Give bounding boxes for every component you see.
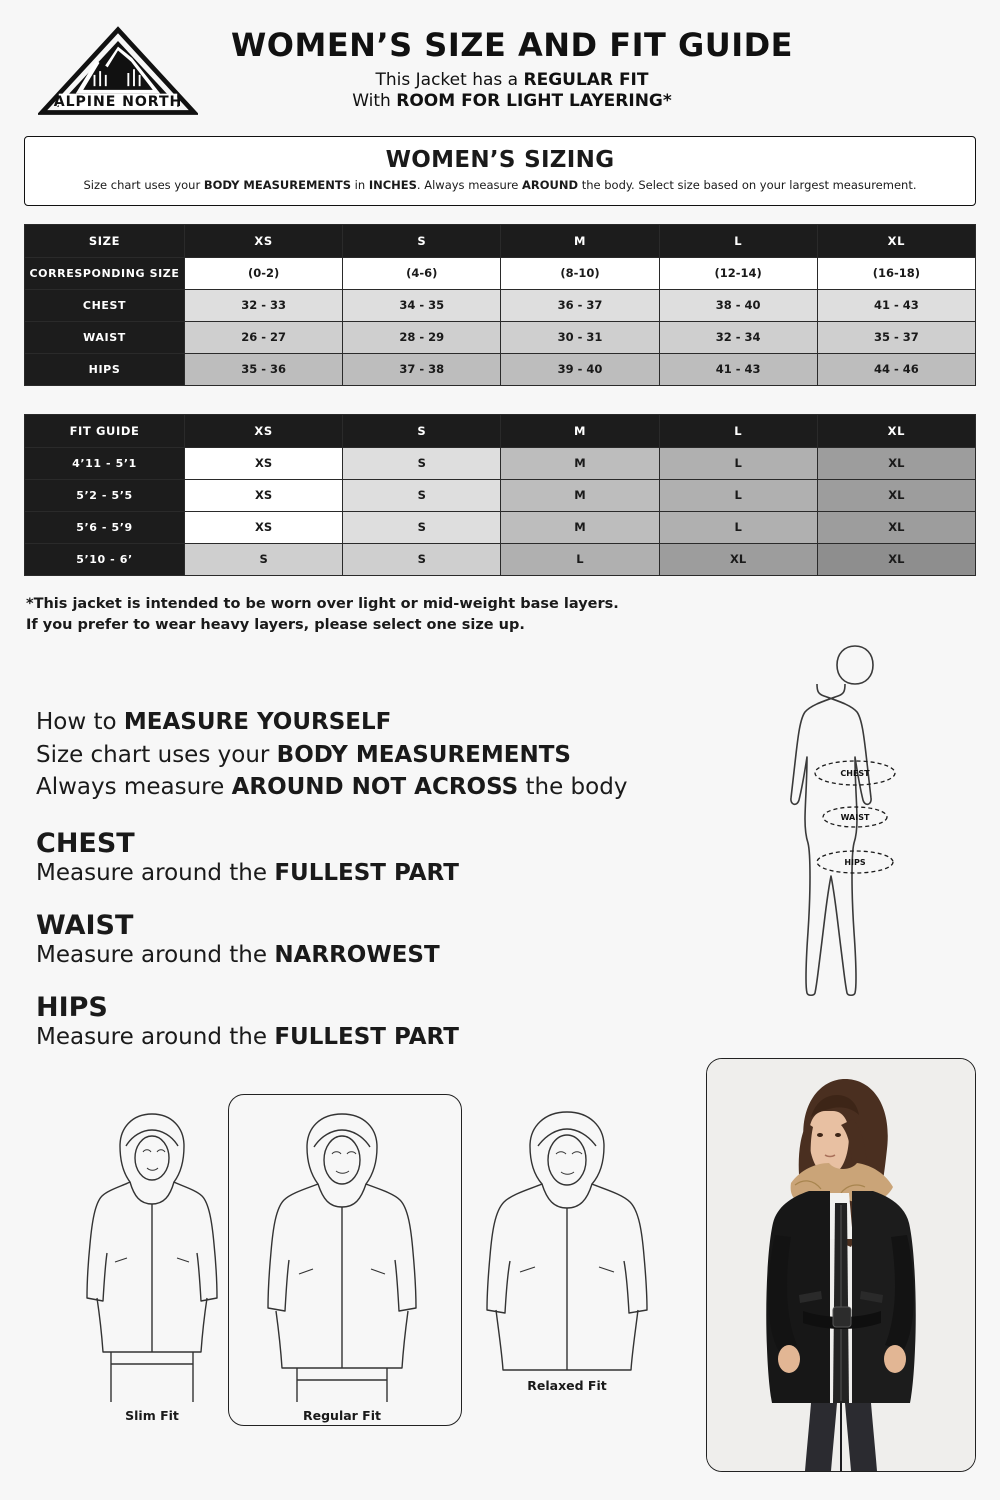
table-cell: (16-18)	[817, 257, 975, 289]
table-cell: 41 - 43	[817, 289, 975, 321]
table-row	[25, 321, 976, 353]
fit-guide-header-cell: XL	[817, 414, 975, 447]
table-cell: L	[501, 543, 659, 575]
how-to-measure-bold: MEASURE YOURSELF	[123, 709, 392, 735]
table-cell: 26 - 27	[185, 321, 343, 353]
always-measure-line	[36, 771, 696, 804]
row-label: HIPS	[25, 353, 185, 385]
size-chart-header-cell: XL	[817, 224, 975, 257]
size-chart-header-cell: M	[501, 224, 659, 257]
size-chart-header-cell: L	[659, 224, 817, 257]
table-cell: S	[343, 511, 501, 543]
table-cell: M	[501, 447, 659, 479]
page-header	[0, 0, 1000, 130]
table-cell: L	[659, 479, 817, 511]
table-cell: XS	[185, 479, 343, 511]
fit-guide-table	[24, 414, 976, 576]
fit-illustration-regular	[242, 1102, 442, 1423]
row-label: CORRESPONDING SIZE	[25, 257, 185, 289]
table-row	[25, 289, 976, 321]
size-chart-header-row	[25, 224, 976, 257]
layering-note-line-1: *This jacket is intended to be worn over light or mid-weight base layers.	[26, 595, 619, 612]
hips-section-text	[36, 1024, 696, 1050]
fit-guide-header-cell: XS	[185, 414, 343, 447]
hips-diagram-label: HIPS	[844, 858, 866, 867]
waist-section-prefix: Measure around the	[36, 941, 275, 968]
row-label: WAIST	[25, 321, 185, 353]
table-row	[25, 543, 976, 575]
table-cell: S	[343, 543, 501, 575]
fit-guide-header-row	[25, 414, 976, 447]
hips-section-bold: FULLEST PART	[274, 1023, 459, 1050]
table-cell: XL	[659, 543, 817, 575]
layering-note-line-2: If you prefer to wear heavy layers, please select one size up.	[26, 616, 525, 633]
banner-sub-b1: BODY MEASUREMENTS	[203, 178, 352, 192]
table-cell: 35 - 36	[185, 353, 343, 385]
fit-guide-header-cell: S	[343, 414, 501, 447]
banner-sub-1: Size chart uses your	[83, 178, 204, 192]
size-chart-line	[36, 739, 696, 772]
row-label: 5’2 - 5’5	[25, 479, 185, 511]
fit-guide-header-cell: L	[659, 414, 817, 447]
layering-note	[26, 594, 686, 636]
table-cell: 37 - 38	[343, 353, 501, 385]
table-cell: 32 - 34	[659, 321, 817, 353]
chest-section-text	[36, 860, 696, 886]
table-cell: XL	[817, 543, 975, 575]
sizing-banner-subtitle	[39, 178, 961, 193]
banner-sub-3: . Always measure	[416, 178, 523, 192]
always-measure-suffix: the body	[518, 774, 628, 801]
row-label: 5’6 - 5’9	[25, 511, 185, 543]
chest-section-prefix: Measure around the	[36, 859, 275, 886]
header-text-block	[198, 22, 976, 112]
size-chart-header-cell: S	[343, 224, 501, 257]
table-cell: 35 - 37	[817, 321, 975, 353]
table-cell: M	[501, 479, 659, 511]
product-photo	[706, 1058, 976, 1472]
banner-sub-b2: INCHES	[368, 178, 417, 192]
model-wearing-black-parka-photo	[707, 1059, 975, 1471]
fit-caption-slim: Slim Fit	[125, 1408, 179, 1423]
fit-caption-regular: Regular Fit	[303, 1408, 381, 1423]
table-row	[25, 353, 976, 385]
table-cell: 30 - 31	[501, 321, 659, 353]
fit-guide-header-cell: FIT GUIDE	[25, 414, 185, 447]
hips-section-title: HIPS	[36, 991, 108, 1023]
body-silhouette-icon	[740, 640, 970, 1040]
table-cell: 41 - 43	[659, 353, 817, 385]
banner-sub-2: in	[351, 178, 369, 192]
table-cell: (8-10)	[501, 257, 659, 289]
table-cell: (0-2)	[185, 257, 343, 289]
table-cell: 38 - 40	[659, 289, 817, 321]
sizing-banner-title: WOMEN’S SIZING	[385, 147, 615, 173]
size-chart-table	[24, 224, 976, 386]
body-measurement-diagram	[740, 640, 970, 1040]
fit-subtitle-2-prefix: With	[352, 91, 397, 111]
fit-subtitle-2	[198, 91, 826, 111]
row-label: 4’11 - 5’1	[25, 447, 185, 479]
waist-diagram-label: WAIST	[840, 813, 870, 822]
table-row	[25, 511, 976, 543]
table-cell: L	[659, 447, 817, 479]
how-to-measure-line	[36, 706, 696, 739]
chest-section-title: CHEST	[36, 827, 135, 859]
fit-guide-header-cell: M	[501, 414, 659, 447]
table-cell: 34 - 35	[343, 289, 501, 321]
table-cell: M	[501, 511, 659, 543]
fit-illustrations	[30, 1080, 690, 1460]
table-cell: 32 - 33	[185, 289, 343, 321]
waist-section-text	[36, 942, 696, 968]
banner-sub-b3: AROUND	[522, 178, 579, 192]
fit-caption-relaxed: Relaxed Fit	[527, 1378, 607, 1393]
waist-section-bold: NARROWEST	[274, 941, 440, 968]
how-to-measure-prefix: How to	[36, 709, 124, 735]
waist-section-title: WAIST	[36, 909, 134, 941]
table-cell: XL	[817, 447, 975, 479]
table-cell: XS	[185, 511, 343, 543]
fit-illustration-slim	[52, 1102, 252, 1423]
size-chart-bold: BODY MEASUREMENTS	[276, 741, 571, 768]
table-cell: XS	[185, 447, 343, 479]
table-cell: S	[185, 543, 343, 575]
fit-subtitle-1-bold: REGULAR FIT	[523, 70, 649, 90]
slim-fit-jacket-icon	[67, 1102, 237, 1402]
table-cell: S	[343, 479, 501, 511]
table-row	[25, 257, 976, 289]
table-cell: 28 - 29	[343, 321, 501, 353]
size-chart-header-cell: XS	[185, 224, 343, 257]
measure-instructions	[36, 706, 696, 1050]
table-row	[25, 447, 976, 479]
table-cell: 36 - 37	[501, 289, 659, 321]
page-title: WOMEN’S SIZE AND FIT GUIDE	[230, 26, 794, 64]
table-cell: XL	[817, 479, 975, 511]
fit-illustration-relaxed	[467, 1102, 667, 1393]
table-cell: 44 - 46	[817, 353, 975, 385]
table-cell: L	[659, 511, 817, 543]
always-measure-bold: AROUND NOT ACROSS	[231, 774, 519, 801]
table-row	[25, 479, 976, 511]
chest-section-bold: FULLEST PART	[274, 859, 459, 886]
regular-fit-jacket-icon	[247, 1102, 437, 1402]
fit-subtitle-2-bold: ROOM FOR LIGHT LAYERING*	[396, 91, 672, 111]
brand-logo	[38, 26, 198, 120]
table-cell: XL	[817, 511, 975, 543]
table-cell: 39 - 40	[501, 353, 659, 385]
svg-text:ALPINE NORTH: ALPINE NORTH	[53, 93, 183, 110]
always-measure-prefix: Always measure	[36, 774, 232, 801]
banner-sub-4: the body. Select size based on your largest measurement.	[578, 178, 917, 192]
size-chart-header-cell: SIZE	[25, 224, 185, 257]
sizing-banner	[24, 136, 976, 206]
row-label: CHEST	[25, 289, 185, 321]
mountain-logo-icon	[38, 26, 198, 120]
fit-subtitle-1-prefix: This Jacket has a	[375, 70, 524, 90]
row-label: 5’10 - 6’	[25, 543, 185, 575]
table-cell: S	[343, 447, 501, 479]
table-cell: (4-6)	[343, 257, 501, 289]
chest-diagram-label: CHEST	[840, 769, 870, 778]
table-cell: (12-14)	[659, 257, 817, 289]
fit-subtitle-1	[198, 70, 826, 90]
size-chart-prefix: Size chart uses your	[36, 741, 277, 768]
hips-section-prefix: Measure around the	[36, 1023, 275, 1050]
relaxed-fit-jacket-icon	[472, 1102, 662, 1402]
